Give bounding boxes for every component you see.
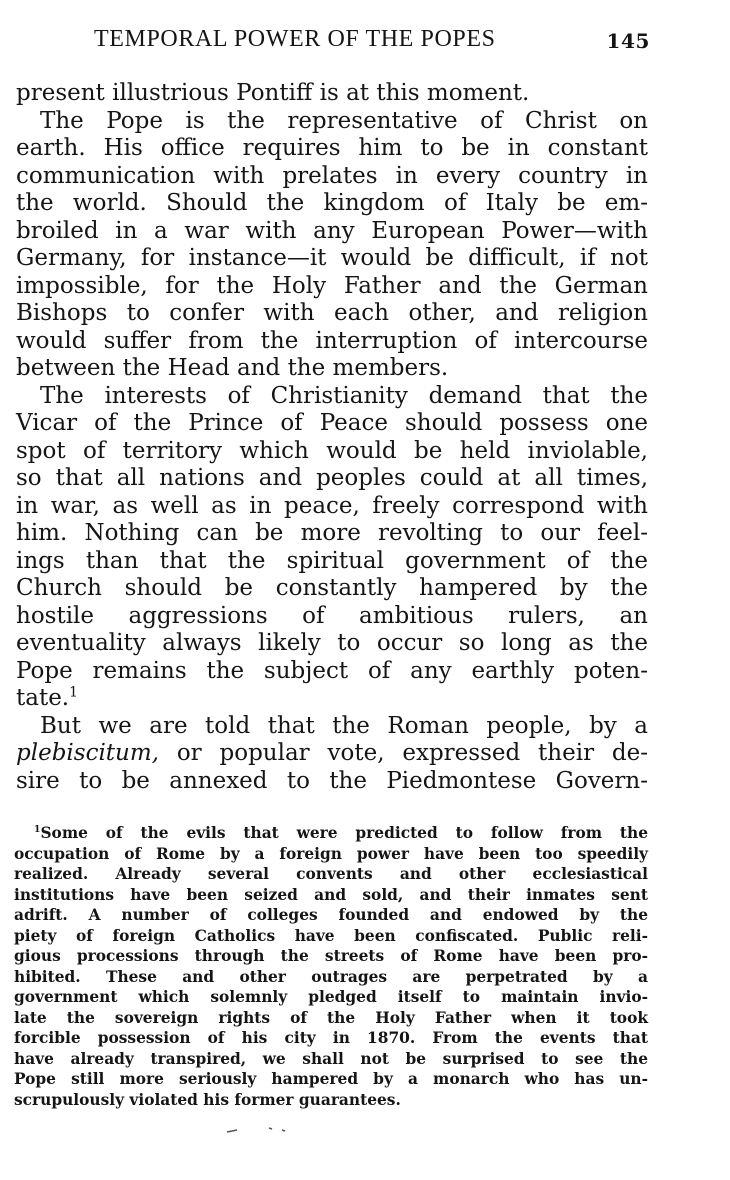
- text-line: so that all nations and peoples could at all times,: [16, 465, 648, 491]
- footnote-line: piety of foreign Catholics have been confiscated. Public reli-: [14, 926, 648, 945]
- text-line: hostile aggressions of ambitious rulers, an: [16, 602, 648, 629]
- footnote-line: Pope still more seriously hampered by a monarch who has un-: [14, 1070, 648, 1088]
- text-line: him. Nothing can be more revolting to our feel-: [16, 520, 648, 546]
- text-line: The Pope is the representative of Christ on: [40, 107, 648, 134]
- speck-mark: [282, 1130, 285, 1131]
- main-text: [16, 80, 648, 795]
- footnote-line: scrupulously violated his former guarantees.: [14, 1090, 401, 1109]
- footnote-line: adrift. A number of colleges founded and endowed by the: [14, 906, 648, 924]
- text-line: present illustrious Pontiff is at this moment.: [16, 80, 530, 106]
- text-line: Bishops to confer with each other, and religion: [16, 300, 648, 326]
- text-line: [16, 685, 648, 713]
- footnote-line: late the sovereign rights of the Holy Father when it took: [14, 1008, 648, 1027]
- footnote-line: government which solemnly pledged itself to maintain invio-: [14, 988, 648, 1006]
- footnote-marker: 1: [34, 823, 41, 835]
- footnote-line: forcible possession of his city in 1870. From the events that: [14, 1029, 648, 1047]
- text-line: But we are told that the Roman people, by a: [40, 712, 648, 739]
- text-line: between the Head and the members.: [16, 355, 449, 381]
- text-line: broiled in a war with any European Power—with: [16, 217, 648, 244]
- text-line: earth. His office requires him to be in constant: [16, 135, 648, 161]
- text-fragment: or popular vote, expressed their de-: [159, 740, 648, 766]
- page-number: 145: [606, 29, 650, 53]
- page-header: [94, 26, 650, 56]
- text-line: [16, 740, 648, 768]
- text-line: the world. Should the kingdom of Italy be em-: [16, 190, 648, 216]
- text-line: The interests of Christianity demand that the: [40, 382, 648, 409]
- footnote-line: [14, 823, 648, 844]
- text-line: spot of territory which would be held inviolable,: [16, 437, 648, 464]
- footnote-text: Some of the evils that were predicted to follow from the: [40, 824, 648, 842]
- footnote-line: hibited. These and other outrages are perpetrated by a: [14, 967, 648, 986]
- footnote-reference: 1: [69, 684, 78, 701]
- text-line: in war, as well as in peace, freely correspond with: [16, 492, 648, 519]
- running-title: TEMPORAL POWER OF THE POPES: [94, 26, 496, 52]
- text-fragment: tate.: [16, 685, 70, 711]
- speck-mark: [269, 1128, 272, 1129]
- text-line: sire to be annexed to the Piedmontese Govern-: [16, 767, 648, 794]
- footnote-line: realized. Already several convents and other ecclesiastical: [14, 865, 648, 883]
- text-line: communication with prelates in every country in: [16, 162, 648, 189]
- footnote-line: have already transpired, we shall not be surprised to see the: [14, 1049, 648, 1068]
- speck-mark: [227, 1130, 237, 1132]
- text-line: eventuality always likely to occur so long as the: [16, 630, 648, 656]
- text-line: Pope remains the subject of any earthly poten-: [16, 657, 648, 684]
- print-specks: [225, 1120, 295, 1140]
- footnote-line: occupation of Rome by a foreign power have been too speedily: [14, 844, 648, 863]
- text-line: would suffer from the interruption of intercourse: [16, 327, 648, 354]
- text-line: impossible, for the Holy Father and the German: [16, 272, 648, 299]
- text-line: Germany, for instance—it would be difficult, if not: [16, 245, 648, 271]
- text-line: ings than that the spiritual government of the: [16, 547, 648, 574]
- text-line: Church should be constantly hampered by the: [16, 575, 648, 601]
- footnote-line: gious processions through the streets of Rome have been pro-: [14, 947, 648, 965]
- footnote: [14, 823, 648, 1110]
- text-line: Vicar of the Prince of Peace should possess one: [16, 410, 648, 436]
- italic-term: plebiscitum,: [16, 740, 159, 766]
- footnote-line: institutions have been seized and sold, and their inmates sent: [14, 885, 648, 904]
